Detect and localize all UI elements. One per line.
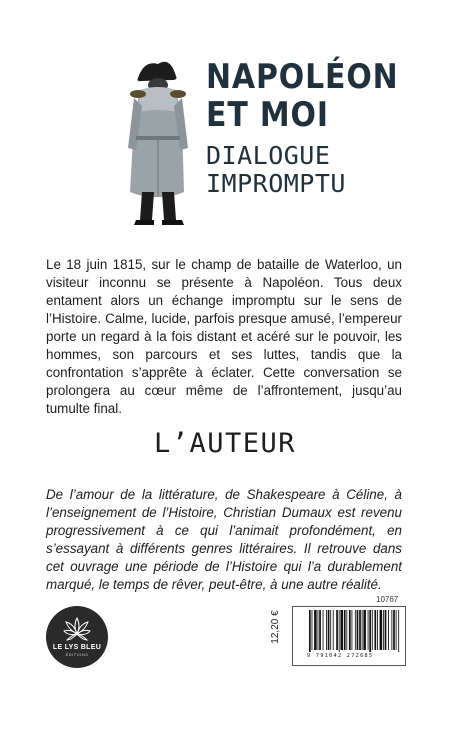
napoleon-figure-icon xyxy=(118,52,208,232)
isbn-digits: 9 791042 272685 xyxy=(307,653,374,659)
publisher-name: LE LYS BLEU xyxy=(52,644,102,651)
title-line-2: ET MOI xyxy=(206,95,329,135)
title-line-1: NAPOLÉON xyxy=(206,57,399,97)
publisher-logo xyxy=(46,606,108,668)
author-bio: De l’amour de la littérature, de Shakespeare à Céline, à l’enseignement de l’Histoire, Christian Dumaux est revenu progressivement à ce qui l’animait profondément, en s’essayant à différents genres littéraires. Il retrouve dans cet ouvrage une période de l’Histoire qui l’a durablement marqué, le temps de rêver, peut-être, à une autre réalité. xyxy=(46,487,402,592)
reference-number: 10767 xyxy=(376,595,399,604)
author-heading: L’AUTEUR xyxy=(153,428,297,459)
subtitle-line-2: IMPROMPTU xyxy=(206,169,346,198)
barcode-box xyxy=(270,606,406,666)
synopsis-text: Le 18 juin 1815, sur le champ de bataille de Waterloo, un visiteur inconnu se présente à Napoléon. Tous deux entament alors un échange impromptu sur le sens de l’Histoire. Calme, lucide, parfois presque amusé, l’empereur porte un regard à la fois distant et acéré sur le pouvoir, les hommes, son parcours et ses luttes, tandis que la confrontation s’apprête à éclater. Cette conversation se prolongera au cœur même de l’affrontement, jusqu’au tumulte final. xyxy=(46,257,402,416)
lotus-icon xyxy=(63,616,91,642)
publisher-sub: ÉDITIONS xyxy=(65,653,89,657)
title-block xyxy=(206,58,442,198)
price-label: 12,20 € xyxy=(270,610,281,644)
subtitle-line-1: DIALOGUE xyxy=(206,141,331,170)
barcode-icon xyxy=(309,610,401,652)
